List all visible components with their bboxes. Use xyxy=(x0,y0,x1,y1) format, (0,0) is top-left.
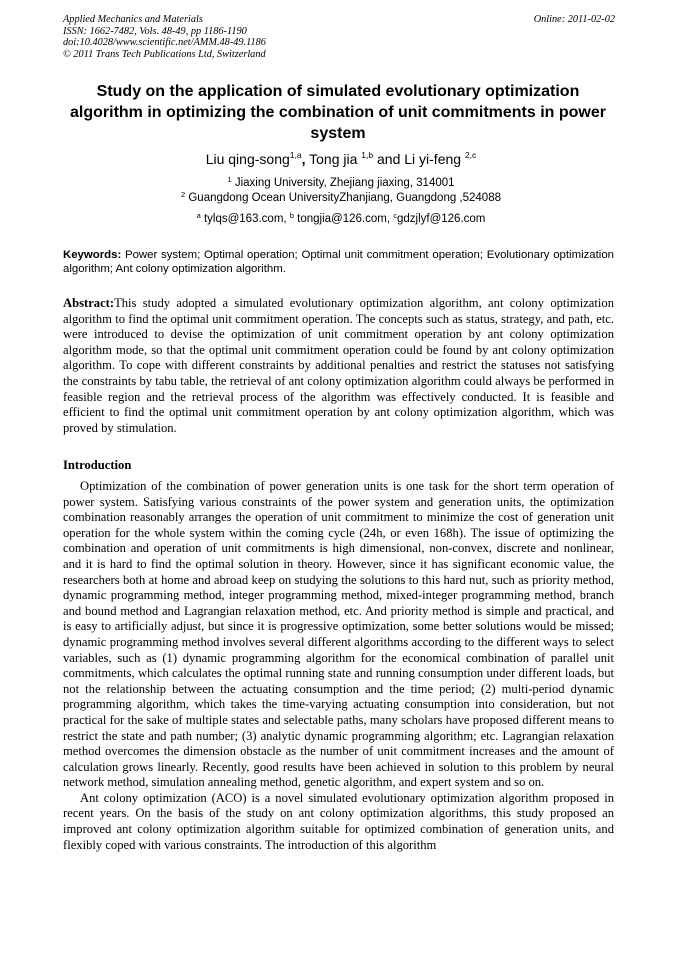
email-address: tongjia@126.com, xyxy=(297,213,391,225)
journal-name: Applied Mechanics and Materials xyxy=(63,14,203,25)
author-superscript: 2,c xyxy=(464,150,477,160)
email-superscript: c xyxy=(393,211,397,220)
abstract-label: Abstract: xyxy=(63,296,115,310)
body-paragraph: Optimization of the combination of power generation units is one task for the short term operation of power system. Satisfying various constraints of the power system and generation units, the optimization combination reasonably arranges the operation of unit commitment to minimize the cost of generation unit operation for the whole system within the coming cycle (24h, or even 168h). The issue of optimizing the combination and operation of unit commitments is high dimensional, non-convex, discrete and nonlinear, and it is hard to find the optimal solution in theory. However, since it has significant economic value, the researchers both at home and abroad keep on studying the solutions to this hard nut, such as priority method, dynamic programming method, integer programming method, mixed-integer programming method, branch and bound method and Lagrangian relaxation method, etc. And priority method is simple and practical, and is easy to artificially adjust, but since it is progressive optimization, some better solutions would be missed; dynamic programming method involves several different algorithms according to the different ways to select variables, such as (1) dynamic programming algorithm for the economical combination of parallel unit commitments, which calculates the optimal running state and running consumption under different loads, but not the relationship between the actuating consumption and the time period; (2) multi-period dynamic programming algorithm, which takes the time-varying actuating consumption into consideration, but not practical for the sake of multiple states and selectable paths, many scholars have proposed different means to restrict the state and path number; (3) analytic dynamic programming algorithm; etc. Lagrangian relaxation method overcomes the dimension obstacle as the number of unit commitment increases and the amount of calculation grows linearly. Recently, good results have been achieved in solution to this problem by neural network method, simulation annealing method, genetic algorithm, and expert system and so on. xyxy=(63,479,614,790)
author-name: Tong jia xyxy=(309,151,358,167)
journal-issn: ISSN: 1662-7482, Vols. 48-49, pp 1186-1190 xyxy=(63,25,247,37)
journal-doi: doi:10.4028/www.scientific.net/AMM.48-49.1186 xyxy=(63,37,266,48)
body-paragraph: Ant colony optimization (ACO) is a novel simulated evolutionary optimization algorithm proposed in recent years. On the basis of the study on ant colony optimization algorithms, this study proposed an improved ant colony optimization algorithm suitable for optimized combination of generation units, and flexibly coped with various constraints. The introduction of this algorithm xyxy=(63,790,614,852)
author-name: Liu qing-song xyxy=(205,151,290,167)
keywords-label: Keywords: xyxy=(63,249,122,261)
author-line xyxy=(63,150,619,168)
email-line xyxy=(63,212,619,226)
affiliation-superscript: 2 xyxy=(180,190,186,199)
affiliation-superscript: 1 xyxy=(227,175,232,184)
affiliation-text: Guangdong Ocean UniversityZhanjiang, Guangdong ,524088 xyxy=(188,192,501,204)
abstract-section xyxy=(63,296,614,436)
author-superscript: 1,b xyxy=(361,150,374,160)
journal-copyright: © 2011 Trans Tech Publications Ltd, Switzerland xyxy=(63,48,266,60)
affiliation-text: Jiaxing University, Zhejiang jiaxing, 314001 xyxy=(234,177,455,189)
author-separator: and xyxy=(377,151,401,167)
keywords-section xyxy=(63,248,614,276)
author-name: Li yi-feng xyxy=(404,151,462,167)
introduction-body xyxy=(63,479,614,853)
paper-title: Study on the application of simulated evolutionary optimization algorithm in optimizing the combination of unit commitments in power system xyxy=(70,83,606,142)
email-address: tylqs@163.com, xyxy=(203,213,287,225)
author-separator: , xyxy=(301,151,306,167)
keywords-text: Power system; Optimal operation; Optimal unit commitment operation; Evolutionary optimization algorithm; Ant colony optimization algorithm. xyxy=(63,249,614,275)
email-superscript: a xyxy=(196,211,201,220)
email-superscript: b xyxy=(289,211,294,220)
online-date: Online: 2011-02-02 xyxy=(533,14,615,25)
journal-header xyxy=(63,14,623,60)
email-address: gdzjlyf@126.com xyxy=(397,213,486,225)
affiliation-1 xyxy=(63,176,619,190)
abstract-text: This study adopted a simulated evolutionary optimization algorithm, ant colony optimization algorithm to find the optimal unit commitment operation. The concepts such as status, strategy, and path, etc. were introduced to devise the optimization of unit commitment operation by ant colony optimization algorithm mode, so that the optimal unit commitment operation could be found by ant colony optimization algorithm. To cope with different constraints by additional penalties and restrict the statuses not satisfying the constraints by tabu table, the retrieval of ant colony optimization algorithm could always be performed in feasible region and the retrieval process of the algorithm was effectively conducted. It is feasible and efficient to find the optimal unit commitment operation by ant colony optimization algorithm, which was proved by stimulation. xyxy=(63,296,614,435)
introduction-heading: Introduction xyxy=(63,458,132,472)
affiliation-2 xyxy=(63,191,619,205)
author-superscript: 1,a xyxy=(289,150,302,160)
